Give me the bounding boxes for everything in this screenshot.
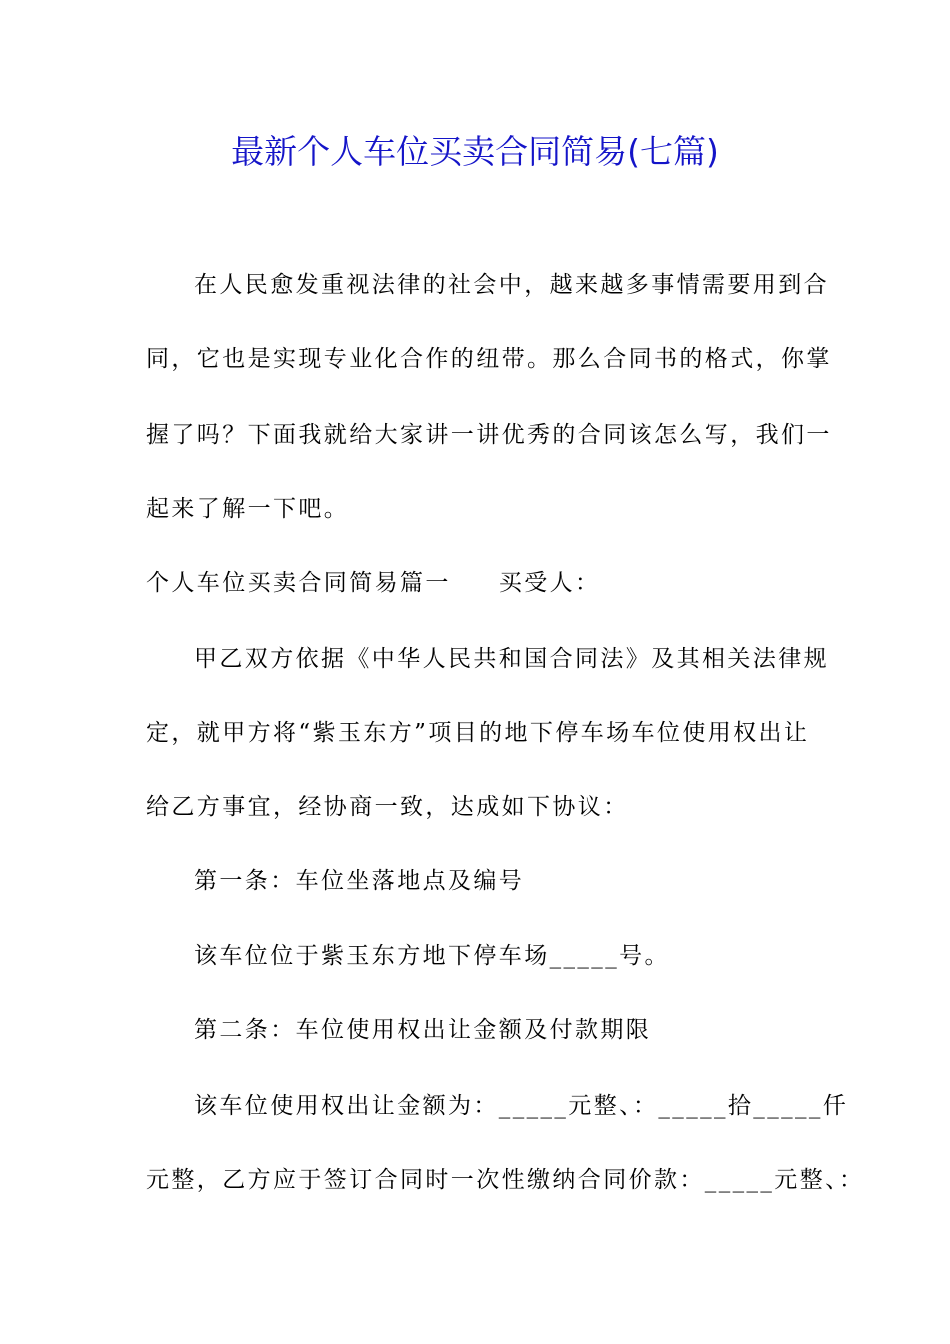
paragraph-line: 同，它也是实现专业化合作的纽带。那么合同书的格式，你掌: [146, 346, 832, 372]
section-heading: 个人车位买卖合同简易篇一: [146, 570, 451, 596]
document-title: 最新个人车位买卖合同简易(七篇): [231, 132, 719, 171]
buyer-label: 买受人：: [498, 570, 601, 596]
article-heading: 第二条：车位使用权出让金额及付款期限: [194, 1017, 652, 1043]
paragraph-line: 该车位使用权出让金额为：_____元整、：_____拾_____仟: [194, 1093, 849, 1119]
paragraph-line: 甲乙双方依据《中华人民共和国合同法》及其相关法律规: [194, 646, 829, 672]
paragraph-line: 定，就甲方将“紫玉东方”项目的地下停车场车位使用权出让: [146, 720, 810, 746]
article-heading: 第一条：车位坐落地点及编号: [194, 868, 525, 894]
paragraph-line: 在人民愈发重视法律的社会中，越来越多事情需要用到合: [194, 272, 829, 298]
paragraph-line: 起来了解一下吧。: [146, 496, 350, 522]
paragraph-line: 该车位位于紫玉东方地下停车场_____号。: [194, 943, 670, 969]
paragraph-line: 给乙方事宜，经协商一致，达成如下协议：: [146, 794, 629, 820]
paragraph-line: 元整，乙方应于签订合同时一次性缴纳合同价款：_____元整、：: [146, 1167, 865, 1193]
paragraph-line: 握了吗？下面我就给大家讲一讲优秀的合同该怎么写，我们一: [146, 422, 832, 448]
section-heading-line: [146, 566, 600, 600]
